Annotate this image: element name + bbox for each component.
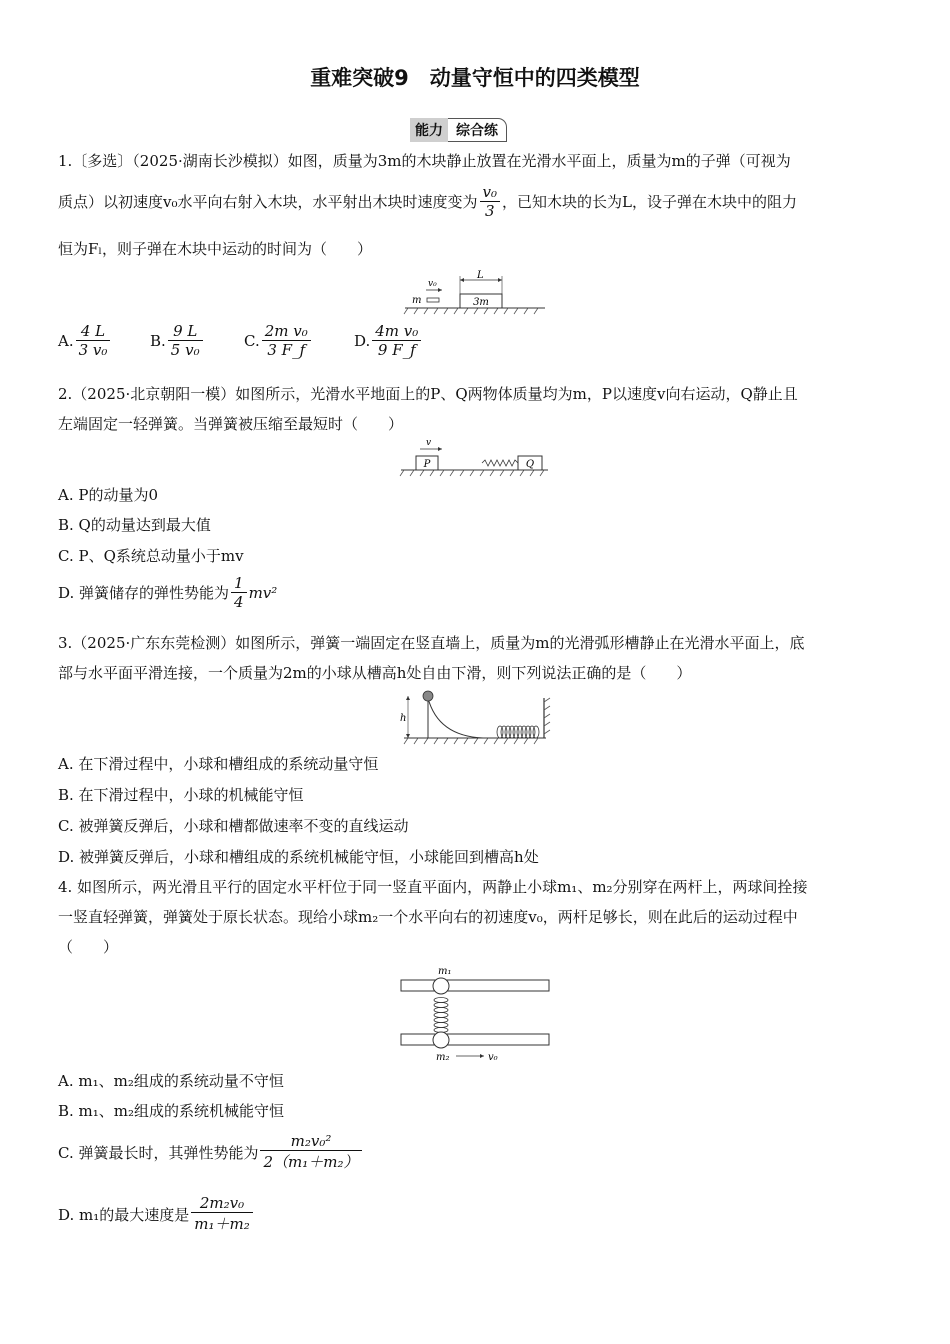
- q1-block-label: 3m: [473, 297, 489, 308]
- q4-m2-label: m₂: [436, 1052, 450, 1063]
- q1-bullet: [427, 298, 439, 302]
- badge-right: 综合练: [448, 118, 507, 142]
- q2-figure: [398, 436, 553, 480]
- q1-line2b: ，已知木块的长为L，设子弹在木块中的阻力: [502, 193, 797, 211]
- q1-figure: [400, 268, 550, 316]
- q3-option-c: C. 被弹簧反弹后，小球和槽都做速率不变的直线运动: [58, 817, 409, 835]
- q4-option-c: [58, 1132, 888, 1172]
- q2-option-d-num: 1: [231, 574, 247, 593]
- q4-ball-m1: [433, 978, 449, 994]
- q2-line2: 左端固定一轻弹簧。当弹簧被压缩至最短时（ ）: [58, 415, 404, 433]
- q3-ball: [423, 691, 433, 701]
- q4-option-d: [58, 1194, 888, 1234]
- q1-option-c-label: C.: [244, 331, 260, 350]
- q2-option-b: B. Q的动量达到最大值: [58, 516, 211, 534]
- q1-frac-num: v₀: [480, 183, 501, 202]
- q4-option-d-text: D. m₁的最大速度是: [58, 1205, 190, 1224]
- q1-option-a-label: A.: [58, 331, 74, 350]
- q1-inline-fraction: [480, 183, 501, 220]
- q2-option-d-den: 4: [234, 593, 244, 611]
- q4-bottom-rod: [401, 1034, 549, 1045]
- q1-line2a: 质点）以初速度v₀水平向右射入木块，水平射出木块时速度变为: [58, 193, 478, 211]
- section-badge: [410, 118, 507, 142]
- q1-option-d: [354, 322, 423, 359]
- q4-line1: 4. 如图所示，两光滑且平行的固定水平杆位于同一竖直平面内，两静止小球m₁、m₂分别穿在两杆上，两球间拴接: [58, 878, 808, 896]
- q2-velocity-label: v: [426, 438, 432, 448]
- q3-line1: 3.（2025·广东东莞检测）如图所示，弹簧一端固定在竖直墙上，质量为m的光滑弧形槽静止在光滑水平面上，底: [58, 634, 805, 652]
- q3-option-d: D. 被弹簧反弹后，小球和槽组成的系统机械能守恒，小球能回到槽高h处: [58, 848, 539, 866]
- badge-left: 能力: [410, 118, 448, 142]
- q1-option-c-num: 2m v₀: [262, 322, 311, 341]
- q1-option-d-den: 9 F_f: [377, 341, 416, 359]
- q1-option-d-num: 4m v₀: [372, 322, 421, 341]
- q2-option-d-text: D. 弹簧储存的弹性势能为: [58, 584, 230, 602]
- q3-option-b: B. 在下滑过程中，小球的机械能守恒: [58, 786, 304, 804]
- q4-m1-label: m₁: [438, 966, 452, 977]
- q4-top-rod: [401, 980, 549, 991]
- q1-option-a-den: 3 v₀: [78, 341, 108, 359]
- q4-option-b: B. m₁、m₂组成的系统机械能守恒: [58, 1102, 285, 1120]
- q1-line2: [58, 183, 888, 220]
- page-title: 重难突破9 动量守恒中的四类模型: [310, 66, 640, 90]
- q1-line3: 恒为Fₗ，则子弹在木块中运动的时间为（ ）: [58, 240, 373, 258]
- q1-length-label: L: [477, 270, 484, 281]
- q1-line1: 1.〔多选〕（2025·湖南长沙模拟）如图，质量为3m的木块静止放置在光滑水平面上，质量为m的子弹（可视为: [58, 152, 791, 170]
- q2-option-d: [58, 574, 888, 611]
- q1-option-d-label: D.: [354, 331, 371, 350]
- q3-option-a: A. 在下滑过程中，小球和槽组成的系统动量守恒: [58, 755, 379, 773]
- q4-option-d-num: 2m₂v₀: [191, 1194, 252, 1213]
- q2-option-a: A. P的动量为0: [58, 486, 159, 504]
- q4-line2: 一竖直轻弹簧，弹簧处于原长状态。现给小球m₂一个水平向右的初速度v₀，两杆足够长，则在此后的运动过程中: [58, 908, 798, 926]
- q2-q-label: Q: [525, 459, 535, 470]
- q3-arc-groove: [428, 698, 483, 738]
- q4-velocity-label: v₀: [488, 1052, 498, 1063]
- q1-frac-den: 3: [484, 202, 495, 220]
- q4-ball-m2: [433, 1032, 449, 1048]
- q1-option-c-den: 3 F_f: [267, 341, 306, 359]
- q4-option-c-text: C. 弹簧最长时，其弹性势能为: [58, 1143, 259, 1162]
- q4-spring: [434, 998, 448, 1033]
- q1-option-b: [150, 322, 205, 359]
- q1-option-b-label: B.: [150, 331, 166, 350]
- q4-option-c-num: m₂v₀²: [260, 1132, 361, 1151]
- q4-line3: （ ）: [58, 938, 119, 956]
- q1-option-b-num: 9 L: [168, 322, 203, 341]
- q1-velocity-label: v₀: [428, 279, 437, 289]
- q3-spring: [497, 726, 539, 738]
- q1-option-a: [58, 322, 112, 359]
- q3-height-label: h: [400, 713, 407, 724]
- q1-option-a-num: 4 L: [76, 322, 111, 341]
- q2-option-d-post: mv²: [248, 583, 278, 602]
- q4-figure: [398, 962, 554, 1064]
- q2-line1: 2.（2025·北京朝阳一模）如图所示，光滑水平地面上的P、Q两物体质量均为m，P以速度v向右运动，Q静止且: [58, 385, 798, 403]
- q4-option-c-den: 2（m₁＋m₂）: [263, 1153, 359, 1171]
- q1-option-b-den: 5 v₀: [170, 341, 200, 359]
- q3-figure: [398, 688, 558, 748]
- q4-option-a: A. m₁、m₂组成的系统动量不守恒: [58, 1072, 284, 1090]
- q2-option-c: C. P、Q系统总动量小于mv: [58, 547, 244, 565]
- q1-option-c: [244, 322, 313, 359]
- q1-bullet-label: m: [412, 295, 422, 306]
- q4-option-d-den: m₁＋m₂: [194, 1215, 250, 1233]
- q3-line2: 部与水平面平滑连接，一个质量为2m的小球从槽高h处自由下滑，则下列说法正确的是（ ）: [58, 664, 692, 682]
- q2-p-label: P: [423, 459, 431, 470]
- q2-spring: [482, 460, 518, 466]
